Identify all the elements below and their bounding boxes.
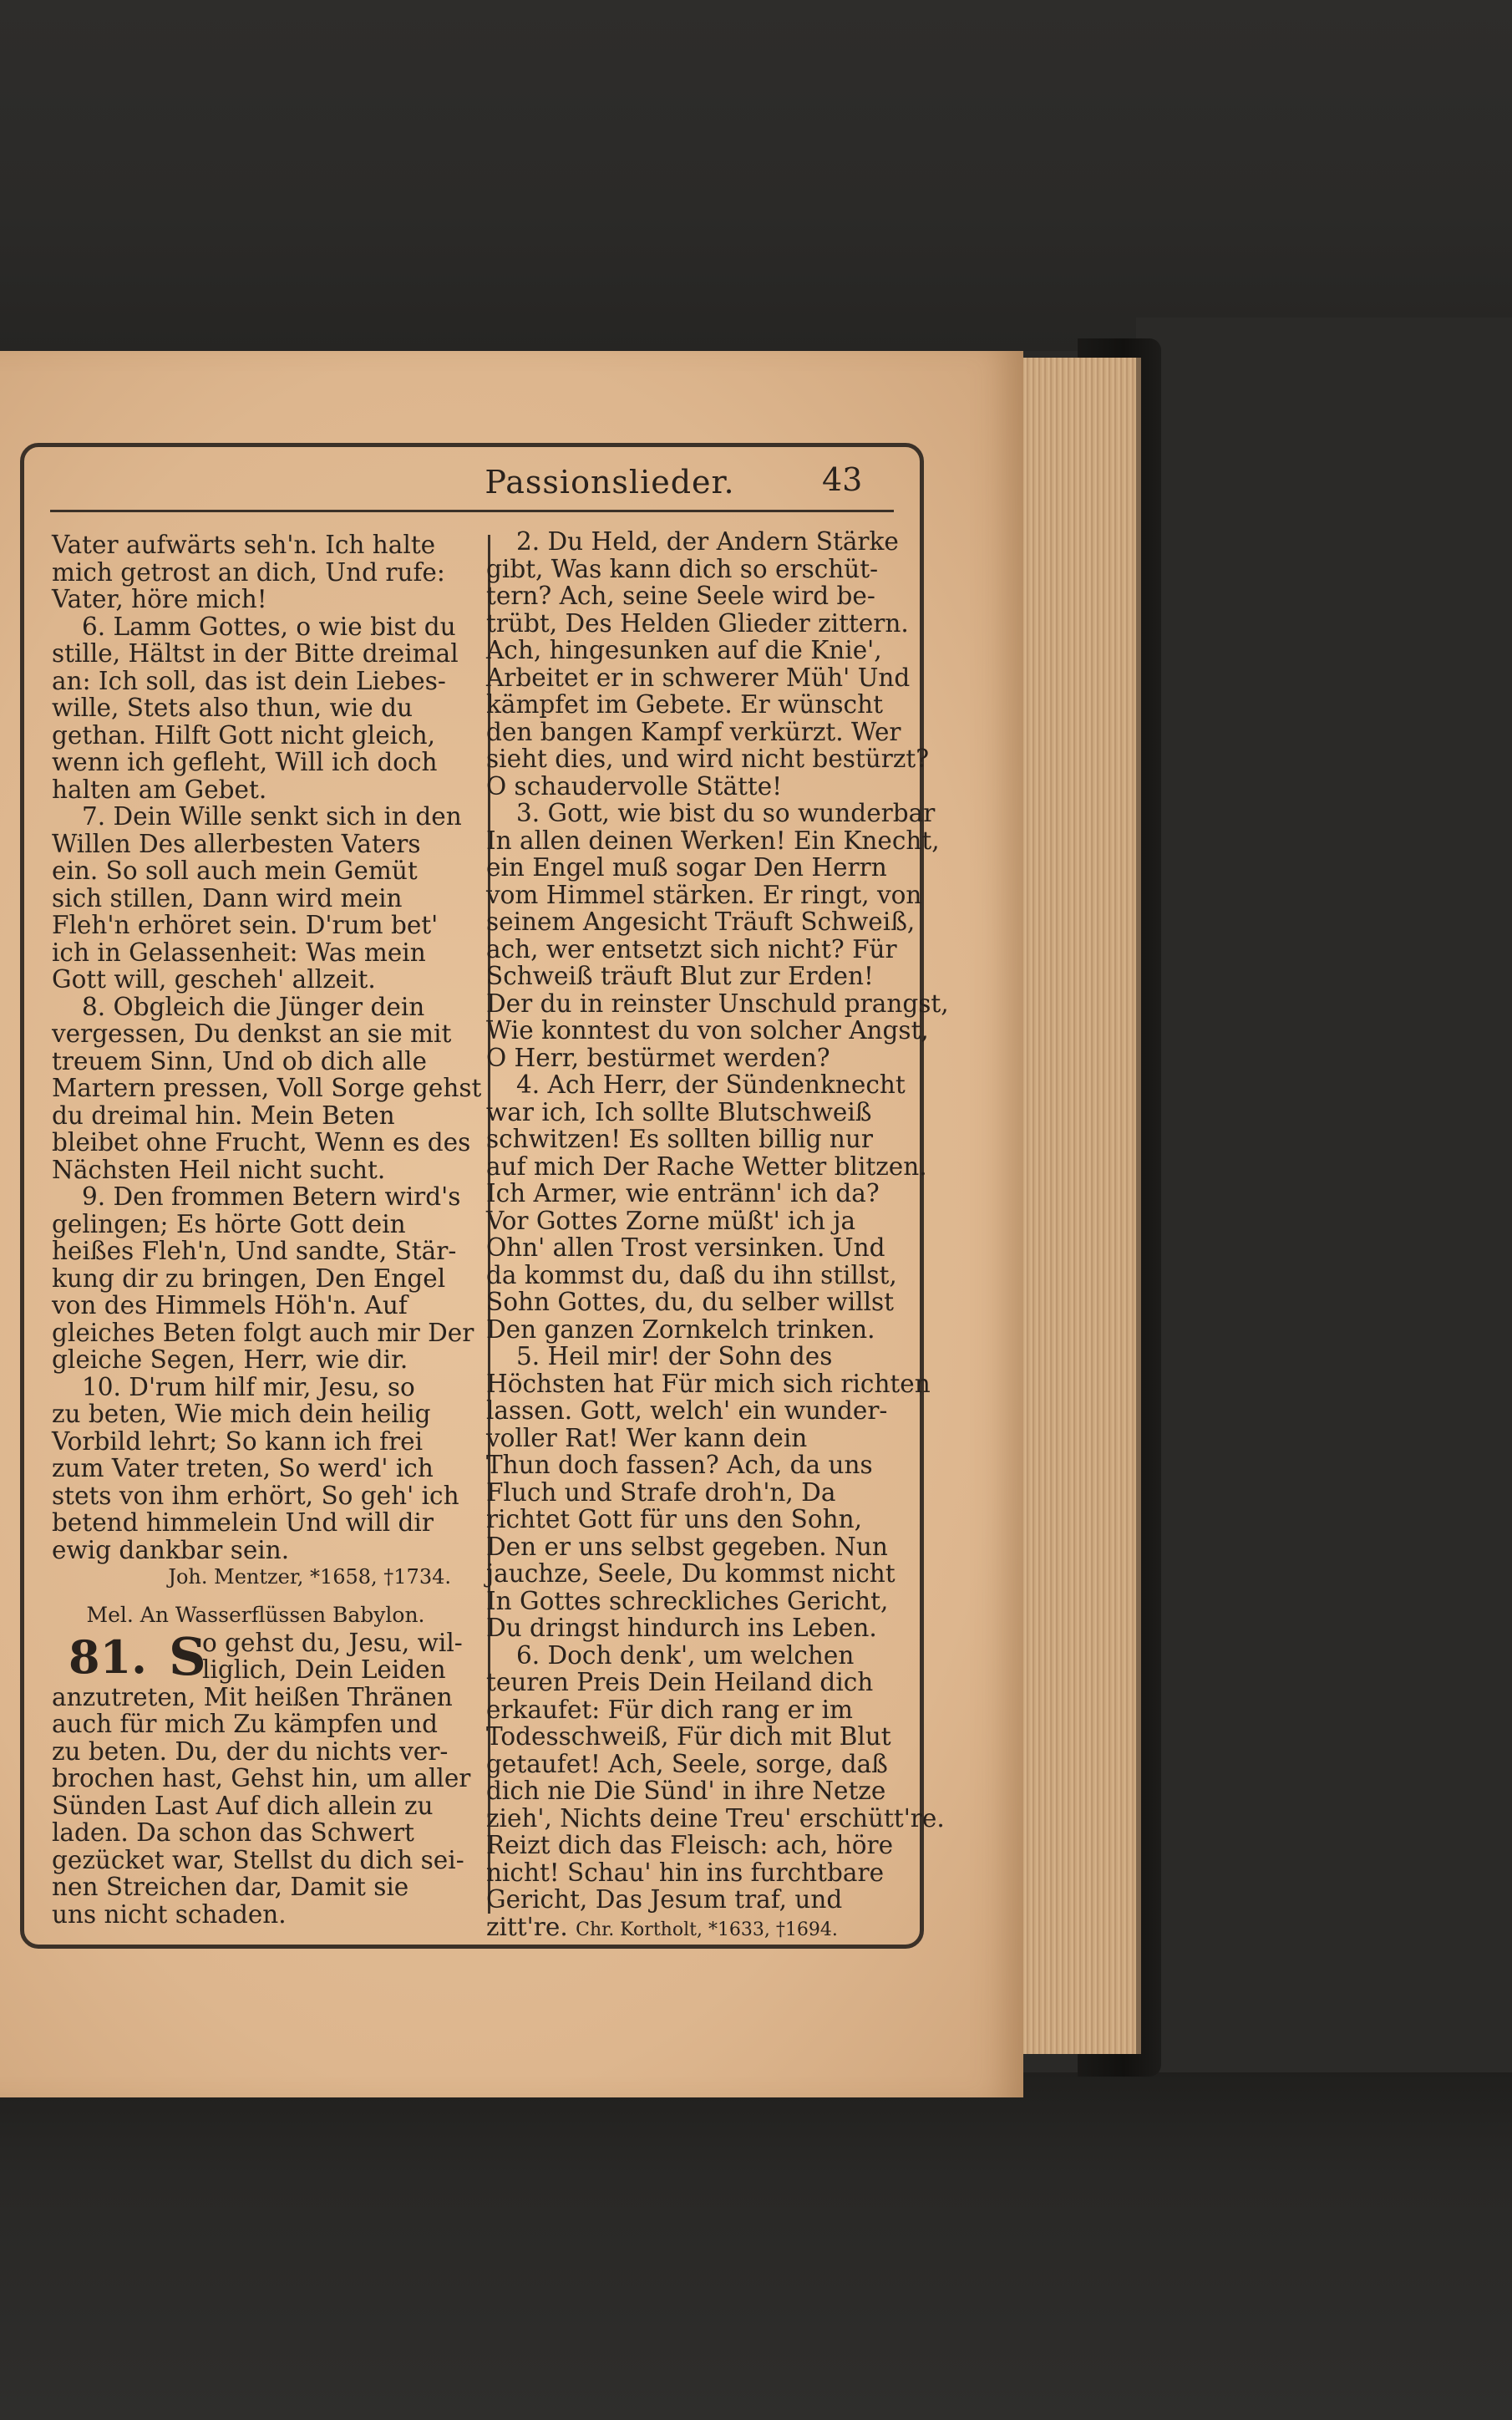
text-line: 6. Lamm Gottes, o wie bist du [82,612,456,641]
text-line: stille, Hältst in der Bitte dreimal [52,639,459,668]
text-line: o gehst du, Jesu, wil- [202,1628,463,1657]
text-line: Fleh'n erhöret sein. D'rum bet' [52,911,439,939]
text-line: stets von ihm erhört, So geh' ich [52,1481,459,1510]
text-line-end: zitt're. [486,1912,568,1941]
text-line: Reizt dich das Fleisch: ach, höre [486,1831,894,1859]
text-line: Vater, höre mich! [52,585,267,613]
text-line: auf mich Der Rache Wetter blitzen. [486,1152,927,1181]
text-line: an: Ich soll, das ist dein Liebes- [52,666,446,695]
text-line: gleiches Beten folgt auch mir Der [52,1318,474,1347]
text-line: Nächsten Heil nicht sucht. [52,1155,386,1184]
text-line: mich getrost an dich, Und rufe: [52,557,445,587]
text-line: Thun doch fassen? Ach, da uns [486,1451,873,1479]
text-line: zum Vater treten, So werd' ich [52,1454,434,1482]
text-line: Der du in reinster Unschuld prangst, [486,989,949,1018]
text-line: O Herr, bestürmet werden? [486,1043,830,1072]
text-line: Vater aufwärts seh'n. Ich halte [52,531,436,559]
text-line: O schaudervolle Stätte! [486,771,783,801]
text-line: kämpfet im Gebete. Er wünscht [486,690,883,719]
text-line: Gericht, Das Jesum traf, und [486,1885,843,1914]
text-line: bleibet ohne Frucht, Wenn es des [52,1128,471,1157]
text-line: In Gottes schreckliches Gericht, [486,1586,889,1615]
last-line [486,1914,894,1941]
text-line: wenn ich gefleht, Will ich doch [52,748,438,776]
text-line: 8. Obgleich die Jünger dein [82,992,425,1021]
hymn-opening [52,1625,463,1687]
text-line: trübt, Des Helden Glieder zittern. [486,608,909,638]
text-line: 2. Du Held, der Andern Stärke [516,527,899,556]
text-line: sieht dies, und wird nicht bestürzt? [486,745,930,773]
background-right [1136,318,1512,2106]
text-line: Fluch und Strafe droh'n, Da [486,1477,836,1507]
background-bottom [0,2072,1512,2420]
text-line: teuren Preis Dein Heiland dich [486,1668,874,1696]
text-line: getaufet! Ach, Seele, sorge, daß [486,1749,888,1778]
text-line: vergessen, Du denkst an sie mit [52,1019,452,1048]
text-line: voller Rat! Wer kann dein [486,1423,808,1452]
text-line: halten am Gebet. [52,775,267,804]
text-line: kung dir zu bringen, Den Engel [52,1263,446,1293]
text-line: Willen Des allerbesten Vaters [52,829,421,858]
text-line: Todesschweiß, Für dich mit Blut [486,1722,891,1751]
text-line: 5. Heil mir! der Sohn des [516,1342,833,1370]
text-line: Ohn' allen Trost versinken. Und [486,1233,885,1262]
text-line: nicht! Schau' hin ins furchtbare [486,1858,885,1887]
text-line: gibt, Was kann dich so erschüt- [486,554,879,583]
text-line: tern? Ach, seine Seele wird be- [486,582,875,610]
left-column [52,531,482,1929]
text-line: ewig dankbar sein. [52,1535,290,1564]
text-line: Den er uns selbst gegeben. Nun [486,1532,888,1561]
text-line: 4. Ach Herr, der Sündenknecht [516,1070,906,1099]
text-line: du dreimal hin. Mein Beten [52,1101,395,1130]
text-line: gleiche Segen, Herr, wie dir. [52,1345,408,1374]
text-line: ein. So soll auch mein Gemüt [52,857,418,885]
hymn-number: 81. [68,1629,147,1684]
text-line: 7. Dein Wille senkt sich in den [82,802,462,831]
text-line: Sohn Gottes, du, du selber willst [486,1288,895,1316]
text-line: richtet Gott für uns den Sohn, [486,1505,862,1533]
text-line: heißes Fleh'n, Und sandte, Stär- [52,1237,457,1265]
text-line: Ich Armer, wie entränn' ich da? [486,1179,880,1207]
page-number: 43 [822,461,863,498]
text-line: schwitzen! Es sollten billig nur [486,1125,873,1153]
text-line: 10. D'rum hilf mir, Jesu, so [82,1372,415,1401]
text-line: gelingen; Es hörte Gott dein [52,1209,406,1238]
text-line: von des Himmels Höh'n. Auf [52,1291,408,1319]
text-line: war ich, Ich sollte Blutschweiß [486,1097,872,1126]
text-line: Vor Gottes Zorne müßt' ich ja [486,1206,856,1235]
text-line: Arbeitet er in schwerer Müh' Und [486,663,911,692]
text-line: Du dringst hindurch ins Leben. [486,1614,877,1642]
page-block-edge [1023,358,1141,2054]
text-line: Vorbild lehrt; So kann ich frei [52,1426,424,1456]
background-top [0,0,1512,351]
text-line: jauchze, Seele, Du kommst nicht [486,1559,896,1588]
text-line: gethan. Hilft Gott nicht gleich, [52,720,435,750]
text-line: zieh', Nichts deine Treu' erschütt're. [486,1803,945,1833]
text-line: wille, Stets also thun, wie du [52,694,413,722]
text-line: zu beten, Wie mich dein heilig [52,1400,431,1428]
text-line: den bangen Kampf verkürzt. Wer [486,717,901,746]
text-line: zu beten. Du, der du nichts ver- [52,1736,449,1766]
text-line: ach, wer entsetzt sich nicht? Für [486,934,897,963]
hymn-attribution: Chr. Kortholt, *1633, †1694. [576,1919,838,1940]
text-line: laden. Da schon das Schwert [52,1818,414,1847]
text-line: gezücket war, Stellst du dich sei- [52,1845,464,1874]
text-line: betend himmelein Und will dir [52,1508,434,1537]
text-line: 3. Gott, wie bist du so wunderbar [516,799,936,827]
text-line: anzutreten, Mit heißen Thränen [52,1682,453,1711]
text-line: Sünden Last Auf dich allein zu [52,1791,434,1820]
text-line: erkaufet: Für dich rang er im [486,1695,854,1724]
text-line: liglich, Dein Leiden [202,1655,446,1684]
text-line: Martern pressen, Voll Sorge gehst [52,1074,482,1102]
drop-cap-initial: S [169,1625,206,1687]
right-column [486,527,949,1941]
text-line: Schweiß träuft Blut zur Erden! [486,962,874,990]
text-line: da kommst du, daß du ihn stillst, [486,1260,897,1289]
text-line: nen Streichen dar, Damit sie [52,1873,409,1901]
text-line: Den ganzen Zornkelch trinken. [486,1314,875,1344]
text-line: brochen hast, Gehst hin, um aller [52,1764,471,1792]
text-line: dich nie Die Sünd' in ihre Netze [486,1777,886,1805]
text-line: vom Himmel stärken. Er ringt, von [486,880,922,909]
text-line: 6. Doch denk', um welchen [516,1640,855,1670]
header-rule [50,510,894,512]
text-line: Höchsten hat Für mich sich richten [486,1369,931,1398]
text-line: In allen deinen Werken! Ein Knecht, [486,826,940,855]
text-line: 9. Den frommen Betern wird's [82,1182,461,1211]
running-head: Passionslieder. [485,464,735,501]
text-line: sich stillen, Dann wird mein [52,883,403,913]
text-line: uns nicht schaden. [52,1899,287,1929]
text-line: Gott will, gescheh' allzeit. [52,965,376,994]
melody-indication: Mel. An Wasserflüssen Babylon. [86,1602,425,1627]
text-line: seinem Angesicht Träuft Schweiß, [486,908,916,936]
text-line: Wie konntest du von solcher Angst, [486,1016,929,1045]
text-line: auch für mich Zu kämpfen und [52,1710,439,1738]
text-line: ein Engel muß sogar Den Herrn [486,853,887,882]
text-line: treuem Sinn, Und ob dich alle [52,1046,427,1075]
text-line: Ach, hingesunken auf die Knie', [486,636,882,664]
text-line: ich in Gelassenheit: Was mein [52,938,426,967]
text-line: lassen. Gott, welch' ein wunder- [486,1396,888,1425]
hymn-attribution: Joh. Mentzer, *1658, †1734. [168,1565,451,1589]
